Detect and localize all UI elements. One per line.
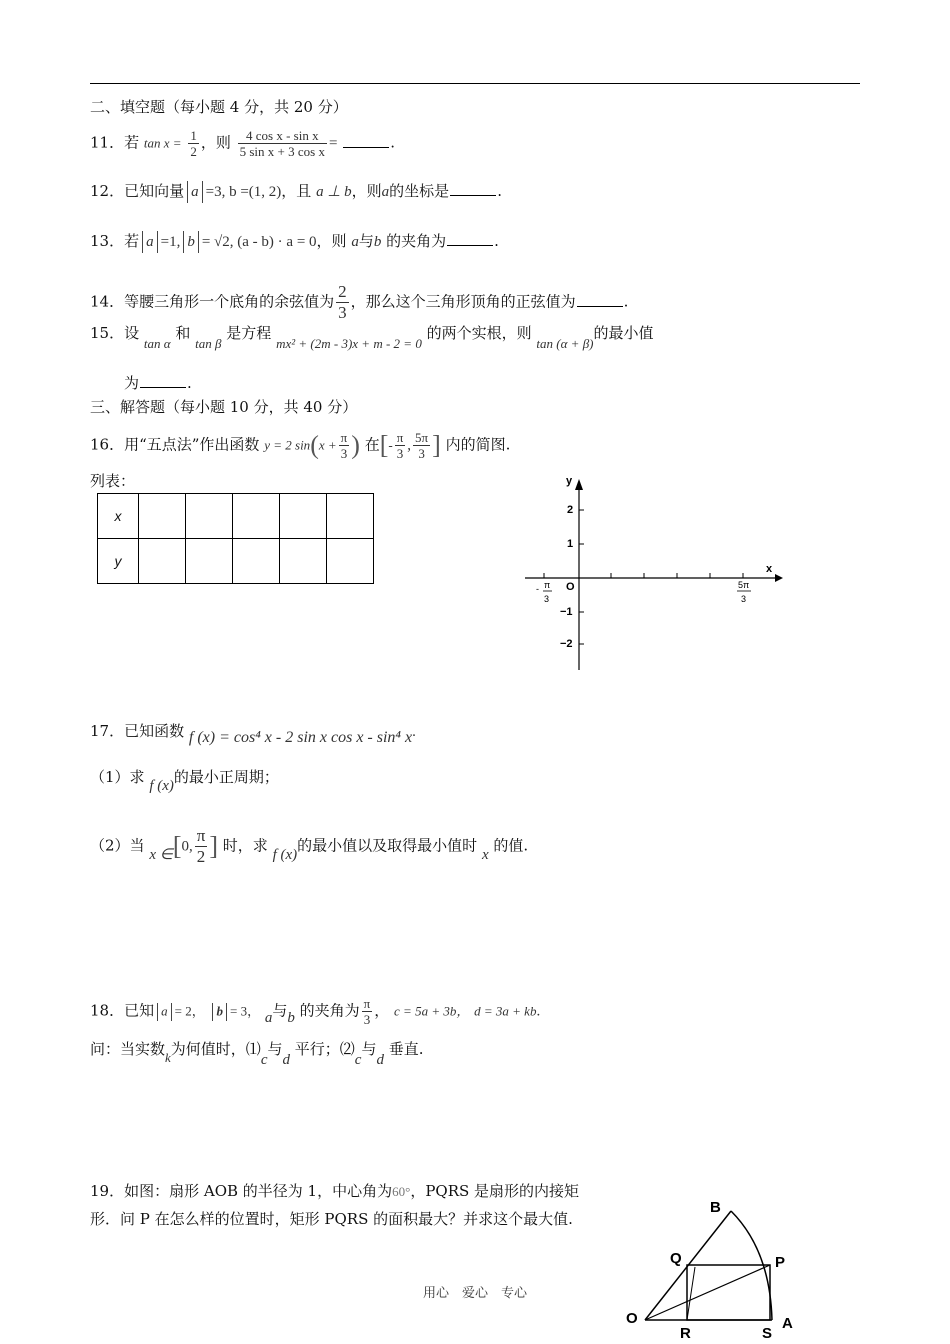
q19-line1: 如图：扇形 AOB 的半径为 1，中心角为 (124, 1182, 393, 1200)
table-cell (186, 494, 233, 539)
q18-d2: d (376, 1052, 384, 1068)
q15-is: 是方程 (226, 324, 272, 342)
q12-end: . (497, 182, 502, 200)
origin-label: O (566, 581, 575, 593)
question-15-line2 (124, 372, 192, 394)
q16-sep: , (407, 437, 412, 454)
table-cell (186, 539, 233, 584)
q18-d-def: d = 3a + kb (474, 1003, 537, 1019)
svg-text:3: 3 (741, 594, 747, 604)
q18-c: c (260, 1052, 268, 1068)
q19-angle: 60° (392, 1184, 411, 1199)
q18-number: 18． (90, 1001, 125, 1020)
q12-answer-blank (450, 181, 496, 196)
q14-answer-blank (577, 292, 623, 307)
q15-number: 15． (90, 324, 125, 342)
q11-number: 11． (90, 133, 125, 152)
section-2-heading: 二、填空题（每小题 4 分，共 20 分） (90, 98, 348, 116)
q11-expression (238, 128, 327, 159)
label-S: S (762, 1325, 773, 1340)
x-tick-label-left (536, 580, 552, 604)
q19-line1-tail: ，PQRS 是扇形的内接矩 (410, 1182, 580, 1200)
q17-p1-tail: 的最小正周期； (173, 768, 279, 786)
q14-end: . (623, 292, 629, 311)
page-footer: 用心 爱心 专心 (422, 1286, 527, 1301)
question-14 (90, 282, 628, 323)
q11-expr-den: 5 sin x + 3 cos x (239, 144, 325, 159)
q12-then: ，则 (351, 182, 382, 200)
q18-yu2: 与 (267, 1040, 283, 1058)
label-R: R (680, 1325, 691, 1340)
q11-half: $\frac{1}{2}$ (190, 128, 197, 159)
section-3-heading: 三、解答题（每小题 10 分，共 40 分） (90, 398, 358, 416)
q17-p1-f: f (x) (149, 778, 174, 794)
q13-end: . (494, 232, 499, 250)
q11-pre: 若 (124, 133, 140, 152)
q17-pi-half: $\frac{\pi}{2}$ (196, 826, 206, 866)
q19-number: 19． (90, 1182, 125, 1200)
q12-number: 12． (90, 182, 125, 200)
label-A: A (782, 1315, 793, 1332)
q17-p2-tail: 的最小值以及取得最小值时 (297, 836, 478, 855)
q15-end: . (187, 374, 192, 392)
q12-condition: =3, b =(1, 2) (205, 184, 282, 200)
label-B: B (710, 1199, 721, 1216)
q13-yu: 与 (358, 232, 374, 250)
question-17-part-2: （2）当 x ∈[0, $\frac{\pi}{2}$ ] 时，求 f (x)的最小值以及取得最小值时 x 的值. (90, 826, 529, 866)
table-row-y (98, 539, 374, 584)
table-cell (327, 494, 374, 539)
sector-figure (620, 1195, 805, 1340)
question-16: 16．用“五点法”作出函数 y = 2 sin(x + $\frac{\pi}{3}$ ) 在[- $\frac{\pi}{3}$ , $\frac{5\pi}{3}$ ] 内的简图. (90, 430, 511, 461)
table-row-x (98, 494, 374, 539)
q18-perp: 垂直. (388, 1040, 424, 1058)
q17-p2-end: 的值. (493, 836, 529, 855)
q17-p2-x: x ∈ (149, 846, 173, 863)
label-Q: Q (670, 1250, 682, 1267)
q13-tail: 的夹角为 (386, 232, 447, 250)
q17-p2-var: x (481, 846, 489, 863)
q18-cond-a: = 2， (174, 1003, 205, 1019)
y-tick-neg2: −2 (560, 638, 573, 650)
q13-pre: 若 (124, 232, 140, 250)
q16-tail: 内的简图. (445, 435, 511, 454)
q16-left-bound: $\frac{\pi}{3}$ (396, 430, 404, 461)
y-tick-1: 1 (567, 538, 574, 550)
table-cell (139, 494, 186, 539)
svg-text:-: - (536, 584, 539, 594)
q18-c2: c (354, 1052, 362, 1068)
q15-tan-alpha: tan α (143, 336, 171, 351)
question-11 (90, 128, 395, 159)
y-tick-2: 2 (567, 504, 574, 516)
label-P: P (775, 1254, 786, 1271)
q18-end: . (536, 1003, 541, 1020)
q18-pre: 已知 (124, 1001, 155, 1020)
q12-tail: 的坐标是 (389, 182, 450, 200)
q15-tan-sum: tan (α + β) (536, 336, 594, 351)
q11-mid: ，则 (200, 133, 231, 152)
q11-expr-num: 4 cos x - sin x (238, 128, 327, 144)
q15-roots: 的两个实根，则 (426, 324, 532, 342)
table-cell (233, 494, 280, 539)
q11-tan: tan x = (143, 135, 182, 151)
q16-arg: x + (318, 437, 337, 453)
value-table (97, 493, 374, 584)
q11-eq: = (328, 135, 338, 152)
q13-number: 13． (90, 232, 125, 250)
label-O: O (626, 1310, 638, 1327)
y-axis-label: y (566, 475, 573, 487)
svg-text:3: 3 (544, 594, 550, 604)
q18-yu3: 与 (361, 1040, 377, 1058)
q13-a: a (351, 234, 359, 250)
q18-b: b (287, 1009, 295, 1026)
question-18-line2 (90, 1038, 424, 1068)
table-cell (280, 539, 327, 584)
q18-c-def: c = 5a + 3b， (394, 1003, 470, 1019)
q15-equation: mx² + (2m - 3)x + m - 2 = 0 (276, 336, 422, 351)
question-13: 13．若 a =1, b = √2, (a - b) · a = 0，则 a与b 的夹角为 . (90, 230, 499, 253)
q18-a: a (264, 1009, 273, 1026)
q16-pi-third: $\frac{\pi}{3}$ (340, 430, 348, 461)
table-cell (233, 539, 280, 584)
q13-b: b (373, 234, 382, 250)
table-label: 列表： (90, 472, 136, 490)
svg-text:π: π (544, 580, 551, 590)
question-12: 12．已知向量 a =3, b =(1, 2)，且 a ⊥ b，则a的坐标是 . (90, 180, 502, 203)
q18-line2-mid: 为何值时，⑴ (170, 1040, 261, 1058)
q18-parallel: 平行；⑵ (294, 1040, 355, 1058)
table-header-x: x (98, 494, 139, 539)
q18-pi-third: $\frac{\pi}{3}$ (363, 996, 371, 1027)
q13-answer-blank (447, 231, 493, 246)
q18-angle: 的夹角为 (299, 1001, 360, 1020)
table-cell (327, 539, 374, 584)
q12-perp: a ⊥ b (316, 184, 352, 200)
table-cell (280, 494, 327, 539)
x-axis-arrow (775, 574, 783, 582)
q14-two-thirds: $\frac{2}{3}$ (338, 282, 347, 322)
question-18: 18．已知 a = 2， b = 3， a与b 的夹角为 $\frac{\pi}{3}$ ， c = 5a + 3b， d = 3a + kb. (90, 996, 541, 1027)
y-axis-arrow (575, 479, 583, 490)
question-17 (90, 720, 416, 746)
q12-and: ，且 (281, 182, 312, 200)
q14-number: 14． (90, 292, 125, 311)
q13-cond1: =1, (160, 234, 181, 250)
q11-end: . (390, 133, 395, 152)
table-header-y: y (98, 539, 139, 584)
q16-function: y = 2 sin (264, 437, 311, 453)
q14-text: 等腰三角形一个底角的余弦值为 (124, 292, 335, 311)
q13-then: ，则 (316, 232, 347, 250)
q13-cond2: = √2, (a - b) · a = 0 (201, 234, 317, 250)
x-axis-label: x (766, 563, 773, 575)
x-tick-label-right (737, 580, 751, 604)
q15-tail: 的最小值 (593, 324, 654, 342)
q17-number: 17． (90, 722, 125, 740)
y-tick-neg1: −1 (560, 606, 573, 618)
q18-k: k (165, 1050, 171, 1065)
q17-p2-f: f (x) (272, 846, 298, 863)
q16-text: 用“五点法”作出函数 (124, 435, 260, 454)
question-15 (90, 322, 654, 351)
q12-text: 已知向量 (124, 182, 185, 200)
q17-end: . (412, 724, 416, 740)
q16-right-bound: $\frac{5\pi}{3}$ (415, 430, 429, 461)
q18-cond-b: = 3， (229, 1003, 261, 1019)
question-17-part-1 (90, 766, 279, 794)
table-cell (139, 539, 186, 584)
q17-text: 已知函数 (124, 722, 185, 740)
q16-number: 16． (90, 435, 125, 454)
q18-line2-pre: 问：当实数 (90, 1040, 166, 1058)
q15-and: 和 (175, 324, 191, 342)
q15-line2: 为 (124, 374, 140, 392)
q12-a: a (381, 184, 390, 200)
q11-answer-blank (343, 133, 389, 148)
q18-yu: 与 (272, 1001, 288, 1020)
q17-function: f (x) = cos⁴ x - 2 sin x cos x - sin⁴ x (188, 729, 413, 746)
q17-p1-num: （1）求 (90, 768, 145, 786)
q17-p2-num: （2）当 (90, 836, 145, 855)
svg-text:5π: 5π (738, 580, 750, 590)
q15-tan-beta: tan β (195, 336, 222, 351)
header-rule (90, 83, 860, 84)
q15-pre: 设 (124, 324, 140, 342)
q16-in: 在 (364, 435, 380, 454)
q18-d: d (282, 1052, 290, 1068)
q17-p2-mid: 时，求 (222, 836, 268, 855)
q15-answer-blank (140, 373, 186, 388)
coordinate-axes (520, 470, 790, 680)
question-19 (90, 1180, 579, 1203)
question-19-line2: 形．问 P 在怎么样的位置时，矩形 PQRS 的面积最大？并求这个最大值. (90, 1210, 573, 1228)
q14-tail: ，那么这个三角形顶角的正弦值为 (350, 292, 576, 311)
